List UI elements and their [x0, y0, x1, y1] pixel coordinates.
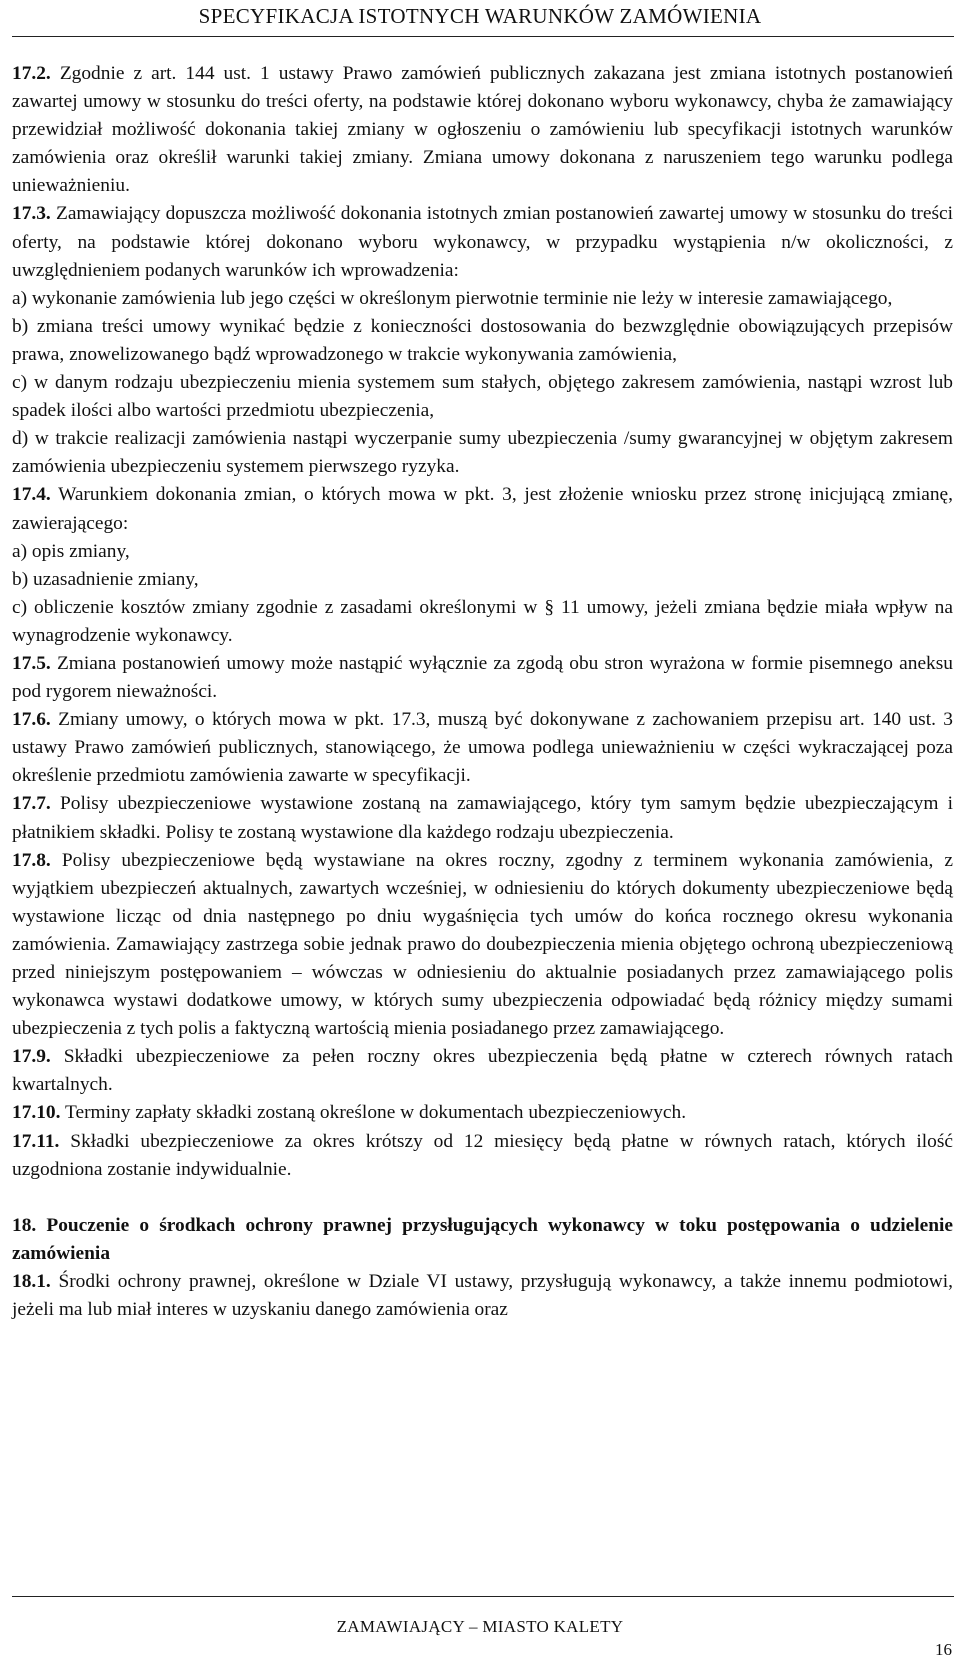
paragraph-17-10	[12, 1099, 953, 1127]
footer-divider	[12, 1596, 954, 1597]
list-item-a: a) wykonanie zamówienia lub jego części w określonym pierwotnie terminie nie leży w interesie zamawiającego,	[12, 287, 893, 309]
list-item-a: a) opis zmiany,	[12, 540, 130, 562]
paragraph-17-5	[12, 650, 953, 706]
list-item-c: c) w danym rodzaju ubezpieczeniu mienia systemem sum stałych, objętego zakresem zamówienia, nastąpi wzrost lub spadek ilości albo wartości przedmiotu ubezpieczenia,	[12, 372, 953, 422]
paragraph-number: 17.6.	[12, 709, 51, 731]
paragraph-17-7	[12, 790, 953, 846]
paragraph-18-1	[12, 1268, 953, 1324]
paragraph-17-11	[12, 1128, 953, 1184]
paragraph-text: Zamawiający dopuszcza możliwość dokonania istotnych zmian postanowień zawartej umowy w stosunku do treści oferty, na podstawie której dokonano wyboru wykonawcy, w przypadku wystąpienia n/w okoliczności, z uwzględnieniem podanych warunków ich wprowadzenia:	[12, 203, 953, 281]
paragraph-17-6	[12, 706, 953, 790]
paragraph-17-4	[12, 481, 953, 537]
paragraph-number: 17.2.	[12, 63, 51, 84]
paragraph-17-9	[12, 1043, 953, 1099]
paragraph-text: Terminy zapłaty składki zostaną określone w dokumentach ubezpieczeniowych.	[64, 1102, 687, 1124]
paragraph-text: Składki ubezpieczeniowe za pełen roczny okres ubezpieczenia będą płatne w czterech równych ratach kwartalnych.	[12, 1046, 953, 1096]
document-body	[12, 60, 953, 1324]
paragraph-number: 17.8.	[12, 849, 51, 871]
list-item-d: d) w trakcie realizacji zamówienia nastąpi wyczerpanie sumy ubezpieczenia /sumy gwarancyjnej w objętym zakresem zamówienia ubezpieczeniu systemem pierwszego ryzyka.	[12, 428, 953, 478]
paragraph-17-3	[12, 200, 953, 284]
paragraph-text: Składki ubezpieczeniowe za okres krótszy od 12 miesięcy będą płatne w równych ratach, których ilość uzgodniona zostanie indywidualnie.	[12, 1130, 953, 1180]
paragraph-number: 17.9.	[12, 1046, 51, 1068]
spacer	[12, 1184, 953, 1212]
page-number: 16	[935, 1640, 952, 1659]
paragraph-text: Środki ochrony prawnej, określone w Dziale VI ustawy, przysługują wykonawcy, a także innemu podmiotowi, jeżeli ma lub miał interes w uzyskaniu danego zamówienia oraz	[12, 1270, 953, 1321]
list-item-c: c) obliczenie kosztów zmiany zgodnie z zasadami określonymi w § 11 umowy, jeżeli zmiana będzie miała wpływ na wynagrodzenie wykonawcy.	[12, 596, 953, 646]
header-divider	[12, 36, 954, 37]
paragraph-number: 18.1.	[12, 1270, 51, 1292]
paragraph-17-2	[12, 60, 953, 200]
paragraph-text: Polisy ubezpieczeniowe wystawione zostaną na zamawiającego, który tym samym będzie ubezpieczającym i płatnikiem składki. Polisy te zostaną wystawione dla każdego rodzaju ubezpieczenia.	[12, 793, 953, 843]
paragraph-number: 17.11.	[12, 1130, 60, 1152]
section-number: 18.	[12, 1214, 37, 1236]
paragraph-text: Zgodnie z art. 144 ust. 1 ustawy Prawo zamówień publicznych zakazana jest zmiana istotnych postanowień zawartej umowy w stosunku do treści oferty, na podstawie której dokonano wyboru wykonawcy, chyba że zamawiający przewidział możliwość dokonania takiej zmiany w ogłoszeniu o zamówieniu lub specyfikacji istotnych warunków zamówienia oraz określił warunki takiej zmiany. Zmiana umowy dokonana z naruszeniem tego warunku podlega unieważnieniu.	[12, 63, 953, 197]
page-footer: ZAMAWIAJĄCY – MIASTO KALETY	[336, 1617, 624, 1636]
paragraph-text: Polisy ubezpieczeniowe będą wystawiane na okres roczny, zgodny z terminem wykonania zamówienia, z wyjątkiem ubezpieczeń aktualnych, zawartych wcześniej, w odniesieniu do których dokumenty ubezpieczeniowe będą wystawione licząc od dnia następnego po dniu wygaśnięcia tych umów do końca rocznego okresu wykonania zamówienia. Zamawiający zastrzega sobie jednak prawo do doubezpieczenia mienia objętego ochroną ubezpieczeniową przed niniejszym postępowaniem – wówczas w odniesieniu do aktualnie posiadanych przez zamawiającego polis wykonawca wystawi dodatkowe umowy, w których sumy ubezpieczenia odpowiadać będą różnicy między sumami ubezpieczenia z tych polis a faktyczną wartością mienia posiadanego przez zamawiającego.	[12, 849, 953, 1040]
page-header: SPECYFIKACJA ISTOTNYCH WARUNKÓW ZAMÓWIENIA	[198, 4, 762, 28]
paragraph-text: Zmiany umowy, o których mowa w pkt. 17.3, muszą być dokonywane z zachowaniem przepisu art. 140 ust. 3 ustawy Prawo zamówień publicznych, stanowiącego, że umowa podlega unieważnieniu w części wykraczającej poza określenie przedmiotu zamówienia zawarte w specyfikacji.	[12, 709, 953, 787]
paragraph-text: Zmiana postanowień umowy może nastąpić wyłącznie za zgodą obu stron wyrażona w formie pisemnego aneksu pod rygorem nieważności.	[12, 652, 953, 703]
list-item-b: b) uzasadnienie zmiany,	[12, 568, 199, 590]
section-18-heading	[12, 1212, 953, 1268]
paragraph-17-8	[12, 847, 953, 1044]
paragraph-text: Warunkiem dokonania zmian, o których mowa w pkt. 3, jest złożenie wniosku przez stronę inicjującą zmianę, zawierającego:	[12, 484, 953, 534]
paragraph-number: 17.10.	[12, 1102, 61, 1124]
paragraph-number: 17.3.	[12, 203, 51, 225]
section-title: Pouczenie o środkach ochrony prawnej przysługujących wykonawcy w toku postępowania o udzielenie zamówienia	[12, 1214, 953, 1264]
paragraph-number: 17.4.	[12, 484, 51, 506]
paragraph-number: 17.7.	[12, 793, 51, 815]
paragraph-number: 17.5.	[12, 652, 51, 674]
list-item-b: b) zmiana treści umowy wynikać będzie z konieczności dostosowania do bezwzględnie obowiązujących przepisów prawa, znowelizowanego bądź wprowadzonego w trakcie wykonywania zamówienia,	[12, 315, 953, 365]
